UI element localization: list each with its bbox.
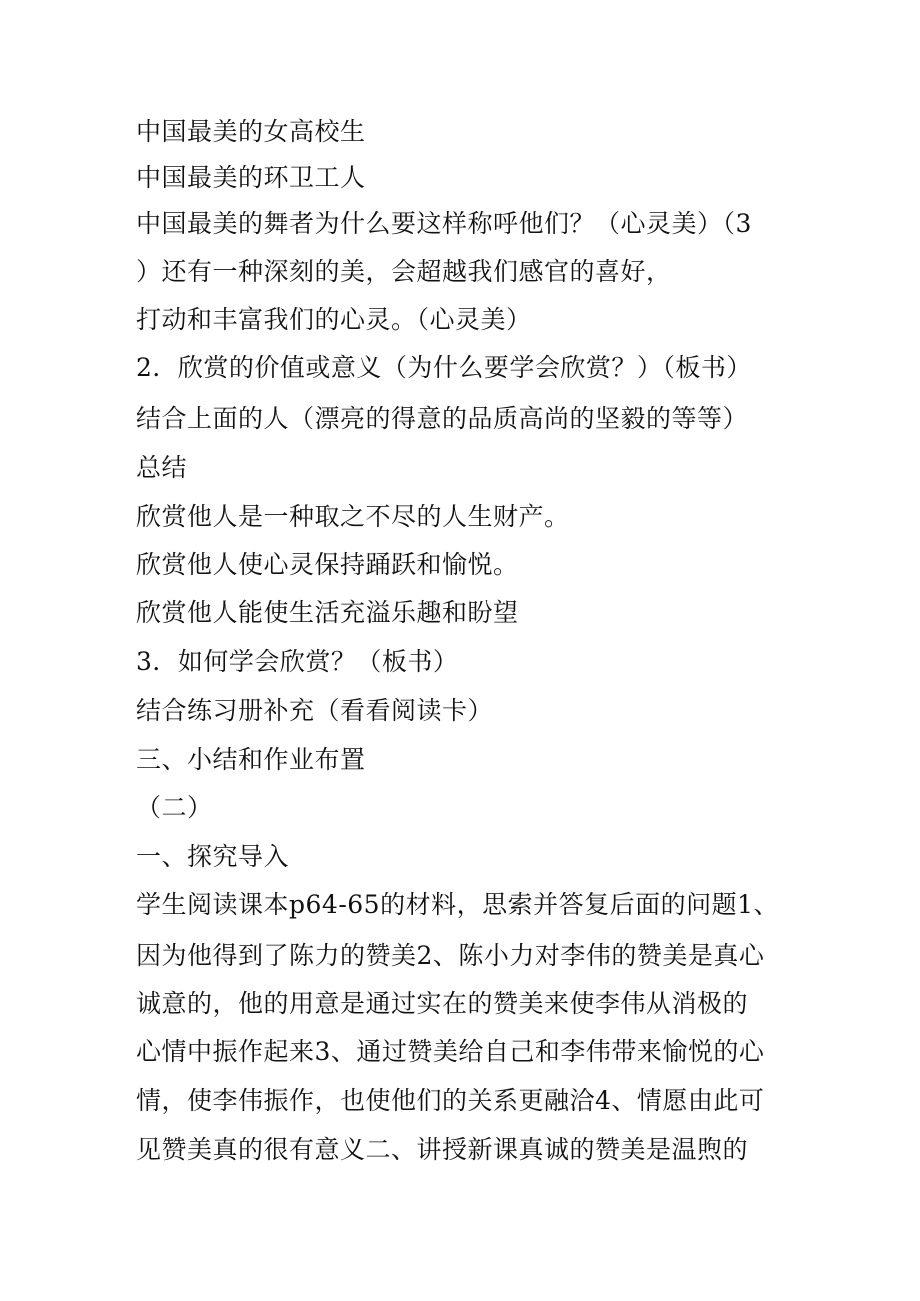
text-line: 总结 bbox=[136, 453, 188, 482]
text-line: 3．如何学会欣赏？（板书） bbox=[136, 647, 459, 676]
text-line: 结合上面的人（漂亮的得意的品质高尚的坚毅的等等） bbox=[136, 404, 749, 433]
text-line: 心情中振作起来3、通过赞美给自己和李伟带来愉悦的心 bbox=[136, 1037, 765, 1066]
text-line: 打动和丰富我们的心灵。（心灵美） bbox=[136, 305, 532, 334]
text-line: 因为他得到了陈力的赞美2、陈小力对李伟的赞美是真心 bbox=[136, 941, 765, 970]
text-line: （二） bbox=[136, 793, 213, 822]
text-line: 中国最美的女高校生 bbox=[136, 117, 366, 146]
text-line: 欣赏他人使心灵保持踊跃和愉悦。 bbox=[136, 550, 519, 579]
text-line: 诚意的，他的用意是通过实在的赞美来使李伟从消极的 bbox=[136, 989, 749, 1018]
text-line: 情，使李伟振作，也使他们的关系更融洽4、情愿由此可 bbox=[136, 1086, 765, 1115]
text-line: 2．欣赏的价值或意义（为什么要学会欣赏？）（板书） bbox=[136, 353, 752, 382]
text-line: 结合练习册补充（看看阅读卡） bbox=[136, 696, 494, 725]
text-line: 欣赏他人是一种取之不尽的人生财产。 bbox=[136, 502, 570, 531]
text-line: 见赞美真的很有意义二、讲授新课真诚的赞美是温煦的 bbox=[136, 1135, 749, 1164]
text-line: 中国最美的舞者为什么要这样称呼他们？（心灵美）（3 bbox=[136, 209, 752, 238]
text-line: 学生阅读课本p64-65的材料，思索并答复后面的问题1、 bbox=[136, 890, 779, 919]
text-line: 一、探究导入 bbox=[136, 842, 290, 871]
text-line: 欣赏他人能使生活充溢乐趣和盼望 bbox=[136, 598, 519, 627]
text-line: 三、小结和作业布置 bbox=[136, 745, 366, 774]
text-line: ）还有一种深刻的美，会超越我们感官的喜好， bbox=[136, 257, 672, 286]
text-line: 中国最美的环卫工人 bbox=[136, 163, 366, 192]
